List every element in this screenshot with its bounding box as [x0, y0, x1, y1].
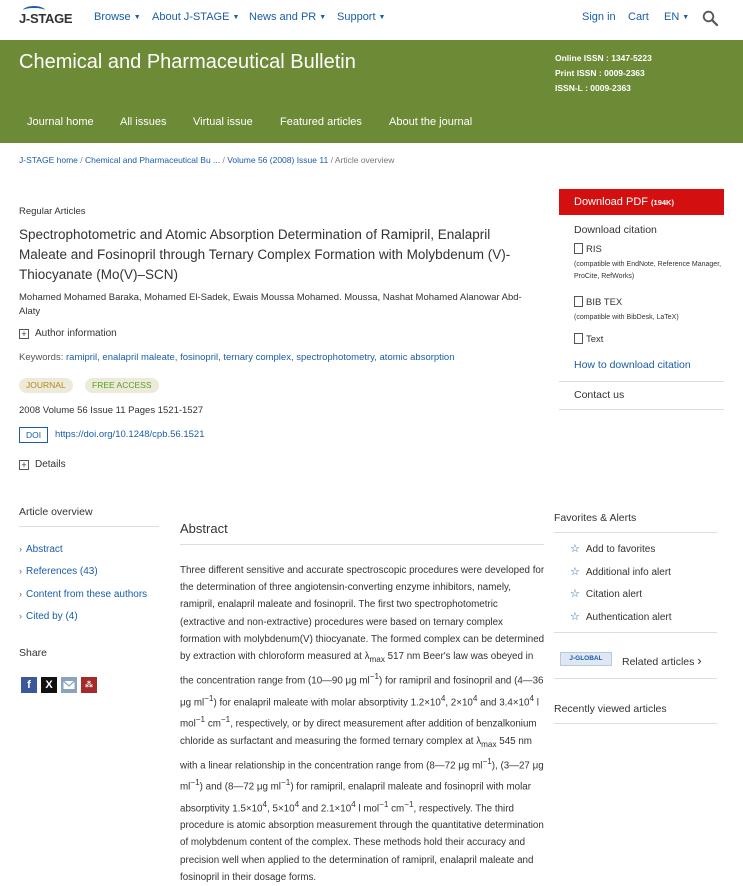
- star-icon: ☆: [570, 588, 580, 600]
- online-issn: Online ISSN : 1347-5223: [555, 53, 652, 63]
- journal-badge: JOURNAL: [19, 378, 73, 393]
- recently-viewed-heading: Recently viewed articles: [554, 703, 667, 715]
- chevron-right-icon: ›: [697, 653, 702, 668]
- keyword-link[interactable]: atomic absorption: [379, 352, 455, 363]
- doi-label: DOI: [19, 427, 48, 443]
- contact-us-link[interactable]: Contact us: [574, 389, 625, 401]
- divider: [554, 632, 717, 633]
- divider: [554, 678, 717, 679]
- author-info-toggle[interactable]: + Author information: [19, 328, 117, 339]
- chevron-down-icon: ▼: [682, 14, 690, 21]
- breadcrumb-home[interactable]: J-STAGE home: [19, 155, 78, 165]
- tab-featured-articles[interactable]: Featured articles: [280, 116, 362, 128]
- star-icon: ☆: [570, 566, 580, 578]
- chevron-down-icon: ▼: [133, 14, 141, 21]
- chevron-down-icon: ▼: [232, 14, 240, 21]
- author-list: Mohamed Mohamed Baraka, Mohamed El-Sadek, Ewais Moussa Mohamed. Moussa, Nashat Mohamed Alanowar Abd-Alaty: [19, 292, 522, 317]
- chevron-right-icon: ›: [19, 611, 22, 621]
- keyword-link[interactable]: ternary complex: [223, 352, 291, 363]
- tab-all-issues[interactable]: All issues: [120, 116, 167, 128]
- print-issn: Print ISSN : 0009-2363: [555, 68, 645, 78]
- language-select[interactable]: EN ▼: [664, 11, 690, 23]
- jglobal-logo: J-GLOBAL: [560, 652, 612, 666]
- keyword-link[interactable]: enalapril maleate: [102, 352, 175, 363]
- journal-title[interactable]: Chemical and Pharmaceutical Bulletin: [19, 51, 356, 73]
- overview-authors-content-link[interactable]: › Content from these authors: [19, 589, 148, 600]
- keyword-link[interactable]: ramipril: [66, 352, 98, 363]
- jstage-logo[interactable]: J-STAGE: [19, 11, 73, 26]
- keywords-label: Keywords:: [19, 352, 64, 363]
- abstract-heading: Abstract: [180, 521, 228, 536]
- nav-news[interactable]: News and PR ▼: [249, 11, 327, 23]
- tab-virtual-issue[interactable]: Virtual issue: [193, 116, 253, 128]
- chevron-right-icon: ›: [19, 544, 22, 554]
- breadcrumb-journal[interactable]: Chemical and Pharmaceutical Bu ...: [85, 155, 221, 165]
- additional-info-alert-link[interactable]: ☆ Additional info alert: [570, 566, 671, 578]
- plus-icon: +: [19, 460, 29, 470]
- chevron-right-icon: ›: [19, 589, 22, 599]
- download-citation-heading: Download citation: [574, 224, 657, 236]
- star-icon: ☆: [570, 611, 580, 623]
- breadcrumb-issue[interactable]: Volume 56 (2008) Issue 11: [227, 155, 329, 165]
- keywords: Keywords: ramipril, enalapril maleate, fosinopril, ternary complex, spectrophotometry, atomic absorption: [19, 352, 455, 363]
- bibtex-note: (compatible with BibDesk, LaTeX): [574, 314, 679, 321]
- top-nav: [0, 0, 743, 40]
- overview-references-link[interactable]: › References (43): [19, 566, 98, 577]
- article-title: Spectrophotometric and Atomic Absorption Determination of Ramipril, Enalapril Maleate and Fosinopril through Ternary Complex Formation with Molybdenum (V)-Thiocyanate (Mo(V)–SCN): [19, 227, 511, 282]
- tab-about-journal[interactable]: About the journal: [389, 116, 473, 128]
- text-citation-link[interactable]: Text: [574, 333, 603, 345]
- overview-abstract-link[interactable]: › Abstract: [19, 544, 63, 555]
- breadcrumb: [19, 155, 394, 165]
- article-overview-heading: Article overview: [19, 506, 93, 518]
- divider: [180, 544, 544, 545]
- share-heading: Share: [19, 647, 48, 659]
- document-icon: [574, 296, 583, 307]
- authentication-alert-link[interactable]: ☆ Authentication alert: [570, 611, 672, 623]
- chevron-down-icon: ▼: [319, 14, 327, 21]
- bibtex-link[interactable]: BIB TEX: [574, 296, 622, 308]
- document-icon: [574, 243, 583, 254]
- cart-link[interactable]: Cart: [628, 11, 649, 23]
- citation-alert-link[interactable]: ☆ Citation alert: [570, 588, 643, 600]
- ris-link[interactable]: RIS: [574, 243, 602, 255]
- star-icon: ☆: [570, 543, 580, 555]
- breadcrumb-separator: /: [330, 155, 335, 165]
- nav-browse[interactable]: Browse ▼: [94, 11, 141, 23]
- free-access-badge: FREE ACCESS: [85, 378, 159, 393]
- download-pdf-button[interactable]: Download PDF (194K): [559, 189, 724, 215]
- divider: [554, 532, 717, 533]
- signin-link[interactable]: Sign in: [582, 11, 616, 23]
- facebook-icon[interactable]: f: [21, 677, 37, 693]
- tab-journal-home[interactable]: Journal home: [27, 116, 94, 128]
- issn-l: ISSN-L : 0009-2363: [555, 83, 631, 93]
- keyword-link[interactable]: spectrophotometry: [296, 352, 375, 363]
- divider: [554, 723, 717, 724]
- divider: [559, 381, 724, 382]
- favorites-alerts-heading: Favorites & Alerts: [554, 512, 637, 524]
- x-twitter-icon[interactable]: X: [41, 677, 57, 693]
- divider: [19, 526, 159, 527]
- overview-cited-by-link[interactable]: › Cited by (4): [19, 611, 78, 622]
- volume-line: 2008 Volume 56 Issue 11 Pages 1521-1527: [19, 405, 204, 416]
- nav-about[interactable]: About J-STAGE ▼: [152, 11, 240, 23]
- plus-icon: +: [19, 329, 29, 339]
- keyword-link[interactable]: fosinopril: [180, 352, 219, 363]
- email-icon[interactable]: [61, 677, 77, 693]
- breadcrumb-separator: /: [222, 155, 228, 165]
- article-type: Regular Articles: [19, 206, 86, 217]
- add-favorites-link[interactable]: ☆ Add to favorites: [570, 543, 656, 555]
- ris-note: (compatible with EndNote, Reference Manager, ProCite, RefWorks): [574, 261, 722, 280]
- abstract-text: Three different sensitive and accurate spectroscopic procedures were developed for the determination of three angiotensin-converting enzyme inhibitors, namely, ramipril, enalapril maleate and fosinopril. The first two spectrophotometric (extractive and non-extractive) procedures were based on ternary complex formation with molybdenum(V) thiocyanate. The formed complex can be determined by extraction with chloroform measured at $\lambda_{max}$ 517 nm Beer's law was obeyed in the concentration range from (10—90 μg $ml^{-1}$) for ramipril and fosinopril and (4—36 μg $ml^{-1}$) for enalapril maleate with molar absorptivity $1.2\times 10^4$, $2\times 10^4$ and $3.4\times 10^4$ l mol$^{-1}$ $cm^{-1}$, respectively, or by direct measurement after addition of benzalkonium chloride as surfactant and measuring the formed ternary complex at $\lambda_{max}$ 545 nm with a linear relationship in the concentration range from (8—72 μg $ml^{-1}$), (3—27 μg $ml^{-1}$) and (8—72 μg $ml^{-1}$) for ramipril, enalapril maleate and fosinopril with molar absorptivity $1.5\times 10^4$, $5\times 10^4$ and $2.1\times 10^4$ l mol$^{-1}$ $cm^{-1}$, respectively. The third procedure is atomic absorption measurement through the quantitative determination of molybdenum content of the complex. These methods hold their accuracy and precision well when applied to the determination of ramipril, enalapril maleate and fosinopril in their dosage forms.: [180, 565, 545, 883]
- divider: [559, 409, 724, 410]
- breadcrumb-current: Article overview: [334, 155, 395, 165]
- nav-support[interactable]: Support ▼: [337, 11, 386, 23]
- mendeley-icon[interactable]: ⁂: [81, 677, 97, 693]
- doi-link[interactable]: https://doi.org/10.1248/cpb.56.1521: [55, 429, 205, 440]
- search-icon[interactable]: [702, 10, 718, 26]
- document-icon: [574, 333, 583, 344]
- chevron-down-icon: ▼: [378, 14, 386, 21]
- breadcrumb-separator: /: [80, 155, 85, 165]
- how-to-download-link[interactable]: How to download citation: [574, 359, 691, 371]
- chevron-right-icon: ›: [19, 566, 22, 576]
- details-toggle[interactable]: + Details: [19, 459, 66, 470]
- related-articles-link[interactable]: Related articles ›: [622, 653, 702, 668]
